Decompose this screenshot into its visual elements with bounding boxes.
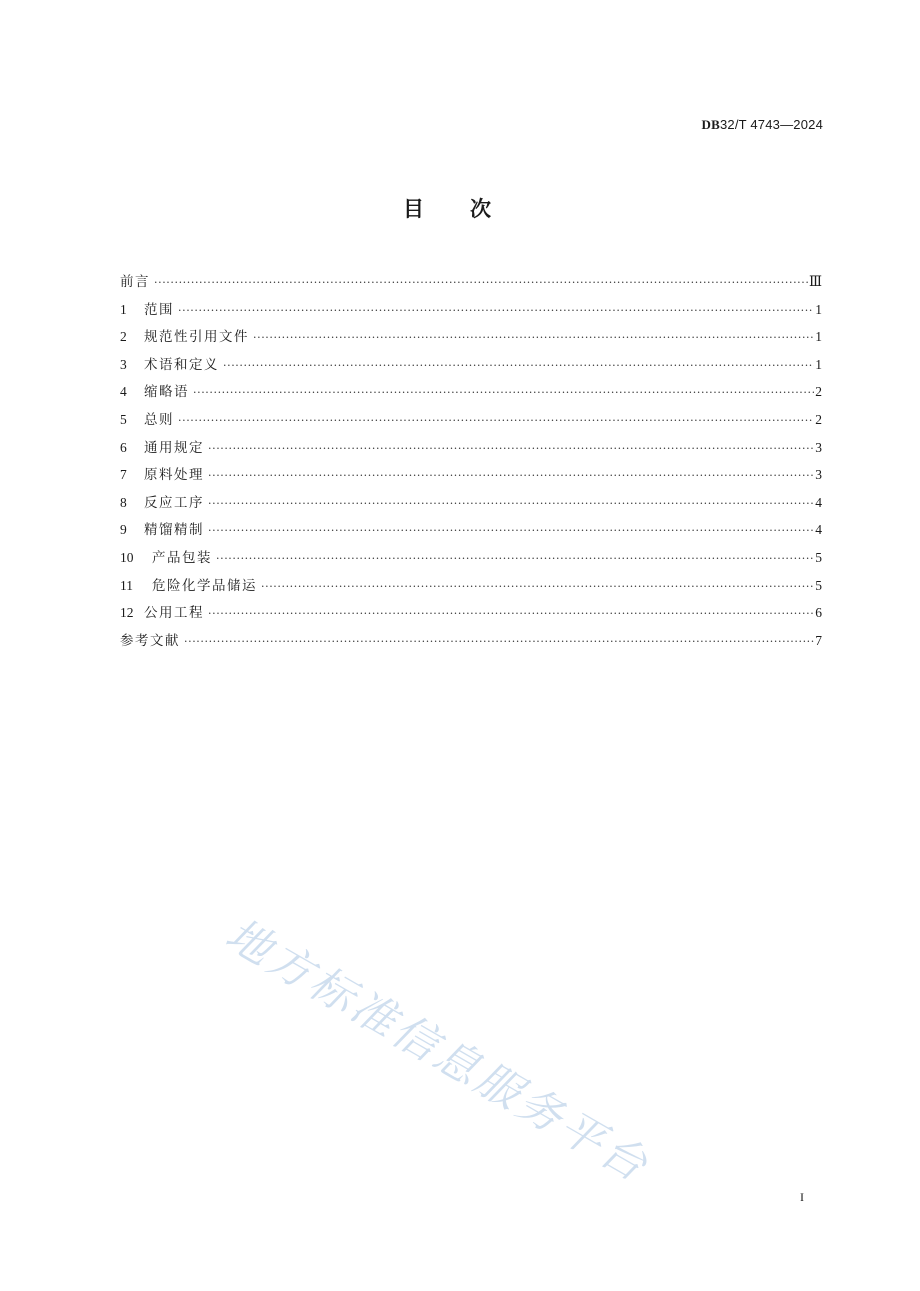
- toc-entry-page: 6: [815, 605, 822, 621]
- toc-entry-2[interactable]: [120, 323, 822, 351]
- toc-entry-page: 5: [815, 577, 822, 593]
- standard-code: [702, 117, 824, 133]
- toc-entry-label: 危险化学品储运: [152, 577, 257, 594]
- toc-entry-12[interactable]: [120, 599, 822, 627]
- toc-leader-dots: [178, 297, 814, 325]
- toc-entry-number: 3: [120, 356, 127, 372]
- toc-entry-10[interactable]: [120, 544, 822, 572]
- toc-entry-foreword[interactable]: [120, 268, 822, 296]
- toc-entry-page: 2: [815, 384, 822, 400]
- toc-entry-3[interactable]: [120, 351, 822, 379]
- standard-code-number: 32/T 4743—2024: [719, 117, 823, 132]
- toc-entry-page: 3: [815, 467, 822, 483]
- toc-entry-label: 前言: [120, 274, 150, 290]
- toc-entry-label: 公用工程: [144, 605, 204, 622]
- toc-entry-number: 1: [120, 301, 127, 317]
- toc-entry-page: 1: [815, 301, 822, 317]
- toc-entry-label: 通用规定: [144, 439, 204, 456]
- watermark: 地方标准信息服务平台: [217, 908, 659, 1193]
- toc-entry-page: 1: [815, 356, 822, 372]
- toc-entry-4[interactable]: [120, 378, 822, 406]
- toc-entry-number: 11: [120, 577, 133, 593]
- toc-entry-label: 总则: [144, 411, 174, 428]
- toc-entry-number: 6: [120, 439, 127, 455]
- toc-entry-page: Ⅲ: [808, 274, 822, 289]
- toc-entry-number: 4: [120, 384, 127, 400]
- toc-entry-9[interactable]: [120, 516, 822, 544]
- toc-entry-number: 5: [120, 411, 127, 427]
- toc-leader-dots: [178, 407, 814, 435]
- page-title: 目次: [403, 197, 537, 221]
- toc-entry-number: 2: [120, 329, 127, 345]
- toc-leader-dots: [184, 628, 814, 656]
- toc-leader-dots: [208, 600, 814, 628]
- toc-entry-page: 1: [815, 329, 822, 345]
- table-of-contents: [120, 268, 822, 654]
- toc-entry-number: 7: [120, 467, 127, 483]
- toc-entry-page: 7: [815, 632, 822, 648]
- toc-entry-page: 5: [815, 549, 822, 565]
- toc-leader-dots: [193, 379, 814, 407]
- toc-entry-label: 反应工序: [144, 494, 204, 511]
- standard-code-prefix: DB: [701, 117, 720, 132]
- toc-entry-label: 术语和定义: [144, 356, 219, 373]
- toc-entry-5[interactable]: [120, 406, 822, 434]
- toc-leader-dots: [208, 435, 814, 463]
- toc-leader-dots: [208, 517, 814, 545]
- toc-entry-page: 4: [815, 494, 822, 510]
- toc-leader-dots: [253, 324, 814, 352]
- toc-entry-number: 10: [120, 549, 134, 565]
- toc-entry-label: 产品包装: [152, 549, 212, 566]
- toc-leader-dots: [216, 545, 814, 573]
- toc-entry-7[interactable]: [120, 461, 822, 489]
- toc-entry-number: 12: [120, 605, 134, 621]
- page-number: I: [800, 1190, 804, 1204]
- toc-entry-8[interactable]: [120, 489, 822, 517]
- toc-entry-label: 参考文献: [120, 632, 180, 649]
- toc-entry-label: 范围: [144, 301, 174, 318]
- toc-leader-dots: [223, 352, 814, 380]
- toc-entry-label: 缩略语: [144, 384, 189, 401]
- toc-entry-label: 规范性引用文件: [144, 329, 249, 346]
- toc-entry-label: 原料处理: [144, 467, 204, 484]
- toc-leader-dots: [208, 462, 814, 490]
- toc-entry-number: 8: [120, 494, 127, 510]
- toc-leader-dots: [208, 490, 814, 518]
- toc-entry-page: 4: [815, 522, 822, 538]
- toc-entry-11[interactable]: [120, 572, 822, 600]
- toc-entry-label: 精馏精制: [144, 522, 204, 539]
- toc-leader-dots: [261, 573, 814, 601]
- toc-entry-page: 3: [815, 439, 822, 455]
- toc-entry-1[interactable]: [120, 296, 822, 324]
- toc-entry-6[interactable]: [120, 434, 822, 462]
- toc-entry-page: 2: [815, 411, 822, 427]
- toc-entry-bibliography[interactable]: [120, 627, 822, 655]
- toc-entry-number: 9: [120, 522, 127, 538]
- toc-leader-dots: [154, 269, 808, 297]
